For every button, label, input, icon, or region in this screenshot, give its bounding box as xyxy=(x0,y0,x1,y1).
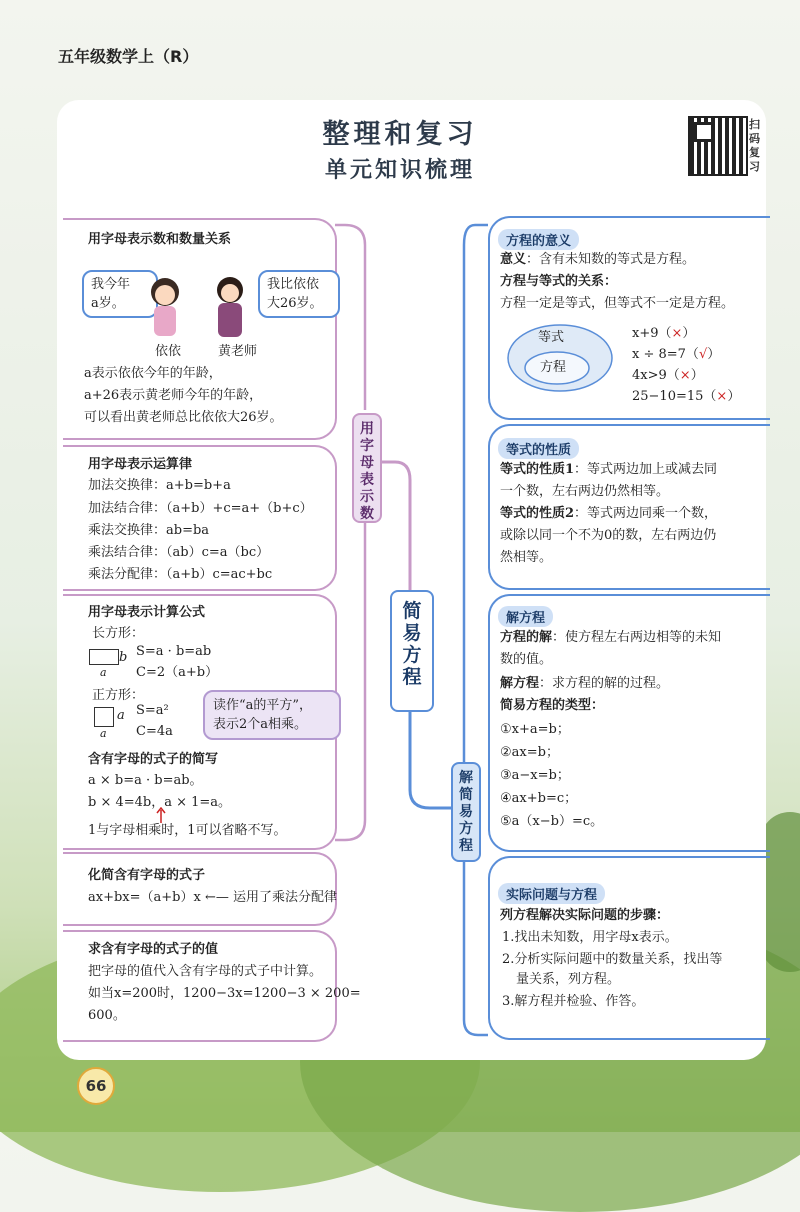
subsection-title: 方程与等式的关系： xyxy=(500,274,618,289)
example-end: ） xyxy=(707,347,721,362)
term-label: 意义 xyxy=(500,252,527,267)
text-line: a × b=a · b=ab。 xyxy=(88,773,203,788)
text-line: 把字母的值代入含有字母的式子中计算。 xyxy=(88,964,323,979)
section-title: 化简含有字母的式子 xyxy=(88,868,206,883)
subsection-title: 列方程解决实际问题的步骤： xyxy=(500,908,670,923)
example-row xyxy=(632,324,695,344)
text-line: 加法交换律：a+b=b+a xyxy=(88,478,231,493)
cross-icon: × xyxy=(671,326,683,341)
venn-inner-label: 方程 xyxy=(540,360,567,375)
text-line: 或除以同一个不为0的数，左右两边仍 xyxy=(500,528,717,543)
text-line: ：等式两边同乘一个数， xyxy=(574,506,718,521)
text-line: a+26表示黄老师今年的年龄， xyxy=(84,388,263,403)
section-title: 用字母表示计算公式 xyxy=(88,605,206,620)
bubble-line: 我今年 xyxy=(91,277,131,292)
text-line: 600。 xyxy=(88,1008,126,1023)
step-line: 1.找出未知数，用字母x表示。 xyxy=(502,930,678,945)
text-line: ：使方程左右两边相等的未知 xyxy=(552,630,722,645)
text-line: 如当x=200时，1200−3x=1200−3 × 200= xyxy=(88,986,361,1001)
text-line: ax+bx=（a+b）x ←— 运用了乘法分配律 xyxy=(88,890,337,905)
center-topic-box xyxy=(390,590,434,712)
section-tag: 等式的性质 xyxy=(498,438,579,459)
text-line: b × 4=4b，a × 1=a。 xyxy=(88,795,232,810)
rect-side-label: b xyxy=(119,650,128,665)
text-line: 乘法分配律：（a+b）c=ac+bc xyxy=(88,567,273,582)
text-line: 乘法结合律：（ab）c=a（bc） xyxy=(88,545,270,560)
example-expr: x ÷ 8=7（ xyxy=(632,347,699,362)
page-title: 整理和复习 xyxy=(322,119,478,150)
qr-label: 扫码复习 xyxy=(749,118,760,173)
example-row xyxy=(632,387,740,407)
note-line: 表示2个a相乘。 xyxy=(213,717,308,732)
note-line: 读作“a的平方”， xyxy=(213,698,313,713)
text-line: 可以看出黄老师总比依依大26岁。 xyxy=(84,410,283,425)
square-side-label: a xyxy=(100,727,107,740)
characters-illustration xyxy=(140,270,260,344)
equation-type: ①x+a=b； xyxy=(500,722,570,737)
note-bubble xyxy=(203,690,341,740)
section-tag: 实际问题与方程 xyxy=(498,883,605,904)
teacher-icon xyxy=(217,277,243,337)
speech-bubble-teacher xyxy=(258,270,340,318)
example-row xyxy=(632,345,720,365)
text-line: 1与字母相乘时，1可以省略不写。 xyxy=(88,823,287,838)
formula: S=a² xyxy=(136,703,169,718)
branch-left-label: 用字母表示数 xyxy=(360,421,374,522)
text-line: ：求方程的解的过程。 xyxy=(539,676,670,691)
branch-right-label: 解简易方程 xyxy=(459,770,473,854)
page-number: 66 xyxy=(77,1067,115,1105)
example-expr: x+9（ xyxy=(632,326,672,341)
text-line: 乘法交换律：ab=ba xyxy=(88,523,210,538)
example-end: ） xyxy=(682,326,696,341)
term-label: 等式的性质1 xyxy=(500,462,575,477)
rect-label: 长方形： xyxy=(92,626,145,641)
section-tag: 方程的意义 xyxy=(498,229,579,250)
girl-name: 依依 xyxy=(155,344,182,359)
example-end: ） xyxy=(727,389,741,404)
subsection-title: 简易方程的类型： xyxy=(500,698,605,713)
step-line: 量关系，列方程。 xyxy=(516,972,621,987)
girl-icon xyxy=(151,278,179,336)
equation-type: ⑤a（x−b）=c。 xyxy=(500,814,604,829)
term-label: 方程的解 xyxy=(500,630,553,645)
text-line: 数的值。 xyxy=(500,652,553,667)
example-end: ） xyxy=(690,368,704,383)
rect-side-label: a xyxy=(100,666,107,679)
text-line: 一个数，左右两边仍然相等。 xyxy=(500,484,670,499)
check-icon: √ xyxy=(698,347,708,362)
section-title: 求含有字母的式子的值 xyxy=(88,942,219,957)
equation-type: ③a−x=b； xyxy=(500,768,570,783)
step-line: 2.分析实际问题中的数量关系，找出等 xyxy=(502,952,723,967)
step-line: 3.解方程并检验、作答。 xyxy=(502,994,645,1009)
example-expr: 4x>9（ xyxy=(632,368,680,383)
section-title: 用字母表示运算律 xyxy=(88,457,193,472)
text-line: 然相等。 xyxy=(500,550,553,565)
example-expr: 25−10=15（ xyxy=(632,389,717,404)
formula: C=2（a+b） xyxy=(136,665,219,680)
cross-icon: × xyxy=(679,368,691,383)
text-line: 方程一定是等式，但等式不一定是方程。 xyxy=(500,296,735,311)
venn-outer-label: 等式 xyxy=(538,330,565,345)
term-label: 解方程 xyxy=(500,676,540,691)
example-row xyxy=(632,366,704,386)
section-tag: 解方程 xyxy=(498,606,553,627)
formula: S=a · b=ab xyxy=(136,644,212,659)
formula: C=4a xyxy=(136,724,173,739)
center-topic: 简易方程 xyxy=(402,600,422,688)
bubble-line: a岁。 xyxy=(91,296,125,311)
text-line: a表示依依今年的年龄， xyxy=(84,366,222,381)
bubble-line: 大26岁。 xyxy=(267,296,323,311)
branch-right-tag xyxy=(451,762,481,862)
text-line: ：含有未知数的等式是方程。 xyxy=(526,252,696,267)
equation-type: ②ax=b； xyxy=(500,745,559,760)
page-subtitle: 单元知识梳理 xyxy=(324,158,475,183)
teacher-name: 黄老师 xyxy=(218,344,258,359)
text-line: ：等式两边加上或减去同 xyxy=(574,462,718,477)
cross-icon: × xyxy=(716,389,728,404)
bubble-line: 我比依依 xyxy=(267,277,320,292)
text-line: 加法结合律：（a+b）+c=a+（b+c） xyxy=(88,501,313,516)
square-label: 正方形： xyxy=(92,688,145,703)
square-side-label: a xyxy=(117,708,125,723)
branch-left-tag xyxy=(352,413,382,523)
section-title: 用字母表示数和数量关系 xyxy=(88,232,232,247)
term-label: 等式的性质2 xyxy=(500,506,575,521)
book-header: 五年级数学上（R） xyxy=(58,47,199,66)
section-title: 含有字母的式子的简写 xyxy=(88,752,219,767)
equation-type: ④ax+b=c； xyxy=(500,791,578,806)
